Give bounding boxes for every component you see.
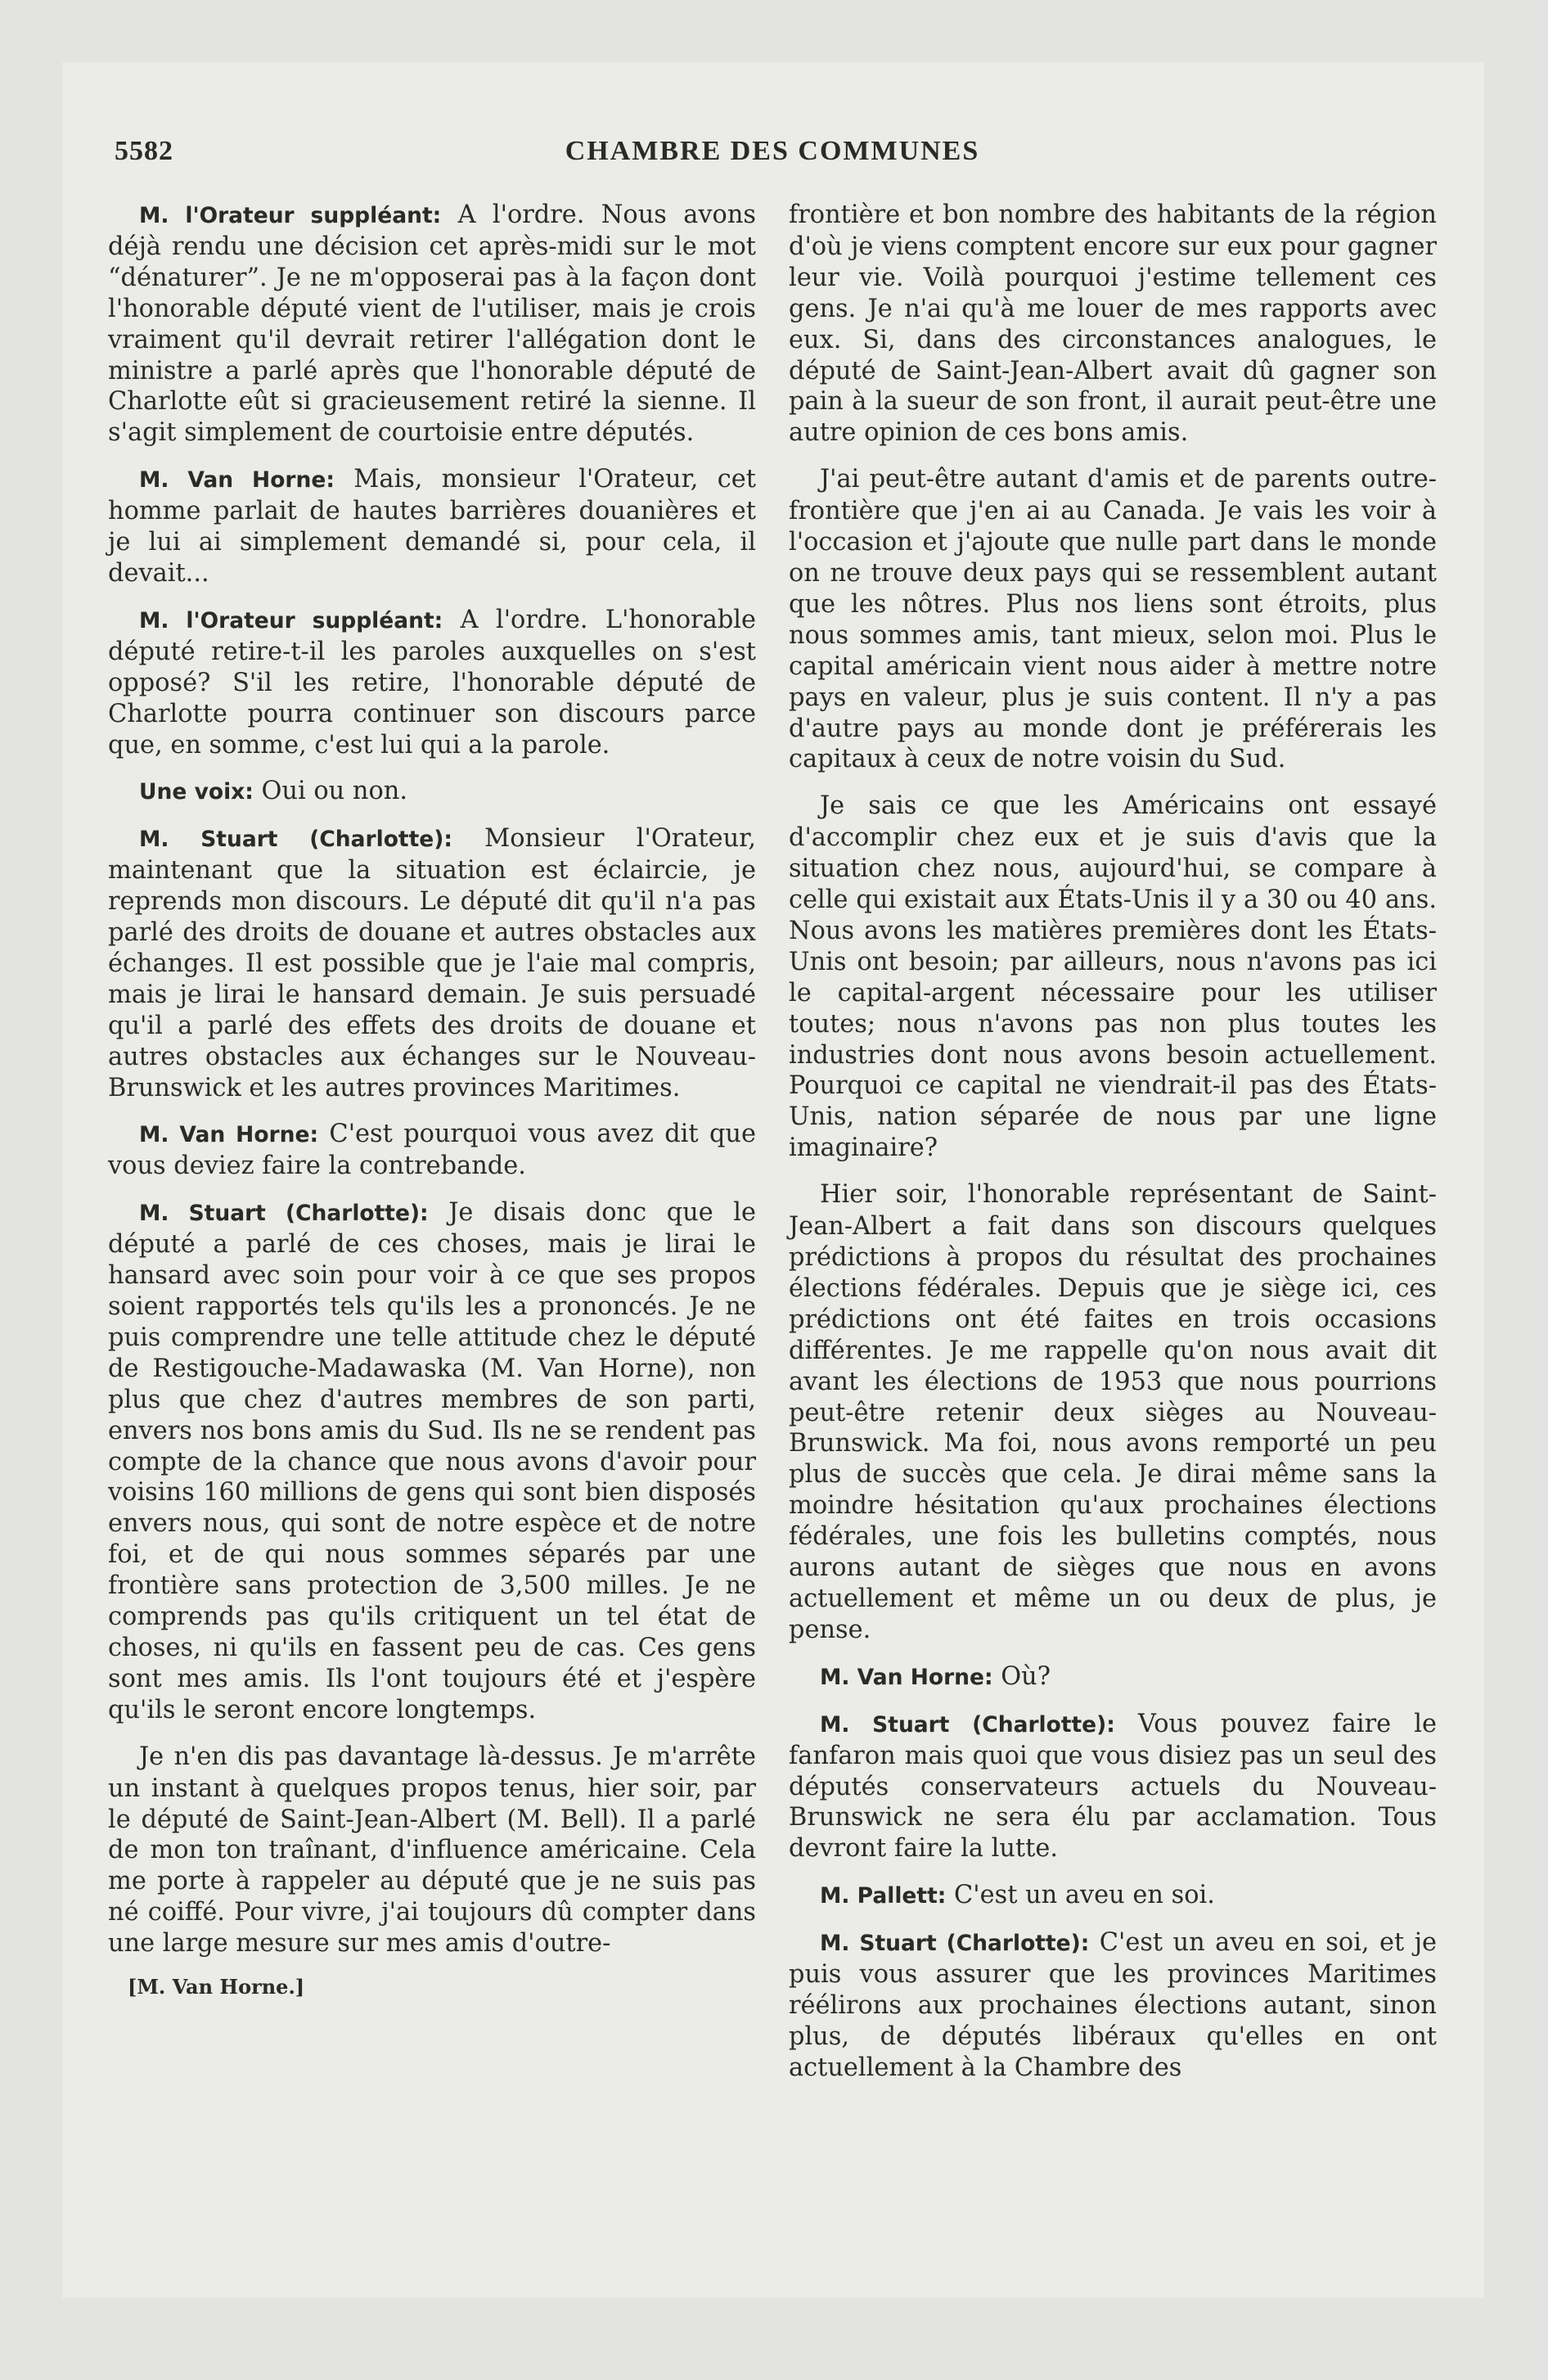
paragraph [789,1927,1437,2084]
paragraph-text: Je n'en dis pas davantage là-dessus. Je m'arrête un instant à quelques propos tenus, hier soir, par le député de Saint-Jean-Albert (M. Bell). Il a parlé de mon ton traînant, d'influence américaine. Cela me porte à rappeler au député que je ne suis pas né coiffé. Pour vivre, j'ai toujours dû compter dans une large mesure sur mes amis d'outre- [108,1742,756,1959]
paragraph [108,1742,756,1959]
speaker-name: M. Stuart (Charlotte): [820,1711,1115,1738]
paragraph [789,1179,1437,1646]
speaker-name: M. l'Orateur suppléant: [139,203,442,228]
paragraph-text: Oui ou non. [253,777,408,806]
paragraph [108,1119,756,1182]
speaker-name: M. Stuart (Charlotte): [139,827,452,853]
paragraph [789,1661,1437,1693]
speaker-name: Une voix: [139,779,254,805]
paragraph-text: J'ai peut-être autant d'amis et de parents outre-frontière que j'en ai au Canada. Je vais les voir à l'occasion et j'ajoute que nulle part dans le monde on ne trouve deux pays qui se ressemblent autant que les nôtres. Plus nos liens sont étroits, plus nous sommes amis, tant mieux, selon moi. Plus le capital américain vient nous aider à mettre notre pays en valeur, plus je suis content. Il n'y a pas d'autre pays au monde dont je préférerais les capitaux à ceux de notre voisin du Sud. [789,465,1437,774]
paragraph [108,464,756,589]
paragraph-text: C'est un aveu en soi. [946,1881,1215,1910]
paragraph-text: C'est pourquoi vous avez dit que vous deviez faire la contrebande. [108,1120,756,1181]
paragraph-text: A l'ordre. L'honorable député retire-t-il les paroles auxquelles on s'est opposé? S'il les retire, l'honorable député de Charlotte pourra continuer son discours parce que, en somme, c'est lui qui a la parole. [108,605,756,760]
paragraph-text: Où? [992,1661,1051,1691]
speaker-name: M. Van Horne: [139,1122,319,1148]
speaker-name: M. Van Horne: [820,1664,993,1690]
speaker-name: M. l'Orateur suppléant: [139,607,443,633]
paragraph-text: Mais, monsieur l'Orateur, cet homme parlait de hautes barrières douanières et je lui ai simplement demandé si, pour cela, il devait... [108,465,756,588]
paragraph-text: Je disais donc que le député a parlé de ces choses, mais je lirai le hansard avec soin pour voir à ce que ses propos soient rapportés tels qu'ils les a prononcés. Je ne puis comprendre une telle attitude chez le député de Restigouche-Madawaska (M. Van Horne), non plus que chez d'autres membres de son parti, envers nos bons amis du Sud. Ils ne se rendent pas compte de la chance que nous avons d'avoir pour voisins 160 millions de gens qui sont bien disposés envers nous, qui sont de notre espèce et de notre foi, et de qui nous sommes séparés par une frontière sans protection de 3,500 milles. Je ne comprends pas qu'ils critiquent un tel état de choses, ni qu'ils en fassent peu de cas. Ces gens sont mes amis. Ils l'ont toujours été et j'espère qu'ils le seront encore longtemps. [108,1198,756,1724]
paragraph [789,1880,1437,1912]
paragraph [789,1709,1437,1865]
left-column [108,200,756,1999]
paragraph [789,464,1437,775]
paragraph [108,605,756,761]
paragraph-text: Monsieur l'Orateur, maintenant que la situation est éclaircie, je reprends mon discours. Le député dit qu'il n'a pas parlé des droits de douane et autres obstacles aux échanges. Il est possible que je l'aie mal compris, mais je lirai le hansard demain. Je suis persuadé qu'il a parlé des effets des droits de douane et autres obstacles aux échanges sur le Nouveau-Brunswick et les autres provinces Maritimes. [108,824,756,1102]
paragraph-text: Hier soir, l'honorable représentant de Saint-Jean-Albert a fait dans son discours quelques prédictions à propos du résultat des prochaines élections fédérales. Depuis que je siège ici, ces prédictions ont été faites en trois occasions différentes. Je me rappelle qu'on nous avait dit avant les élections de 1953 que nous pourrions peut-être retenir deux sièges au Nouveau-Brunswick. Ma foi, nous avons remporté un peu plus de succès que cela. Je dirai même sans la moindre hésitation qu'aux prochaines élections fédérales, une fois les bulletins comptés, nous aurons autant de sièges que nous en avons actuellement et même un ou deux de plus, je pense. [789,1180,1437,1644]
paragraph [789,200,1437,449]
speaker-name: M. Stuart (Charlotte): [139,1201,429,1227]
footer-speaker-mark: [M. Van Horne.] [128,1975,305,1999]
page-number: 5582 [115,136,173,166]
paragraph-text: frontière et bon nombre des habitants de la région d'où je viens comptent encore sur eux pour gagner leur vie. Voilà pourquoi j'estime tellement ces gens. Je n'ai qu'à me louer de mes rapports avec eux. Si, dans des circonstances analogues, le député de Saint-Jean-Albert avait dû gagner son pain à la sueur de son front, il aurait peut-être une autre opinion de ces bons amis. [789,201,1437,448]
paragraph [108,776,756,808]
paragraph [108,1197,756,1725]
right-column [789,200,1437,2099]
paragraph-text: Vous pouvez faire le fanfaron mais quoi que vous disiez pas un seul des députés conservateurs actuels du Nouveau-Brunswick ne sera élu par acclamation. Tous devront faire la lutte. [789,1709,1437,1864]
paragraph [789,791,1437,1164]
paragraph-text: C'est un aveu en soi, et je puis vous assurer que les provinces Maritimes réélirons aux prochaines élections autant, sinon plus, de députés libéraux qu'elles en ont actuellement à la Chambre des [789,1928,1438,2082]
page-header [115,136,1430,177]
document-page [62,62,1484,2298]
paragraph-text: A l'ordre. Nous avons déjà rendu une décision cet après-midi sur le mot “dénaturer”. Je ne m'opposerai pas à la façon dont l'honorable député vient de l'utiliser, mais je crois vraiment qu'il devrait retirer l'allégation dont le ministre a parlé après que l'honorable député de Charlotte eût si gracieusement retiré la sienne. Il s'agit simplement de courtoisie entre députés. [108,201,756,448]
running-title: CHAMBRE DES COMMUNES [565,136,980,166]
paragraph [108,200,756,449]
paragraph [108,823,756,1103]
speaker-name: M. Van Horne: [139,467,335,494]
paragraph-text: Je sais ce que les Américains ont essayé d'accomplir chez eux et je suis d'avis que la situation chez nous, aujourd'hui, se compare à celle qui existait aux États-Unis il y a 30 ou 40 ans. Nous avons les matières premières dont les États-Unis ont besoin; par ailleurs, nous n'avons pas ici le capital-argent nécessaire pour les utiliser toutes; nous n'avons pas non plus toutes les industries dont nous avons besoin actuellement. Pourquoi ce capital ne viendrait-il pas des États-Unis, nation séparée de nous par une ligne imaginaire? [789,791,1437,1163]
speaker-name: M. Stuart (Charlotte): [820,1931,1090,1957]
speaker-name: M. Pallett: [820,1883,947,1909]
